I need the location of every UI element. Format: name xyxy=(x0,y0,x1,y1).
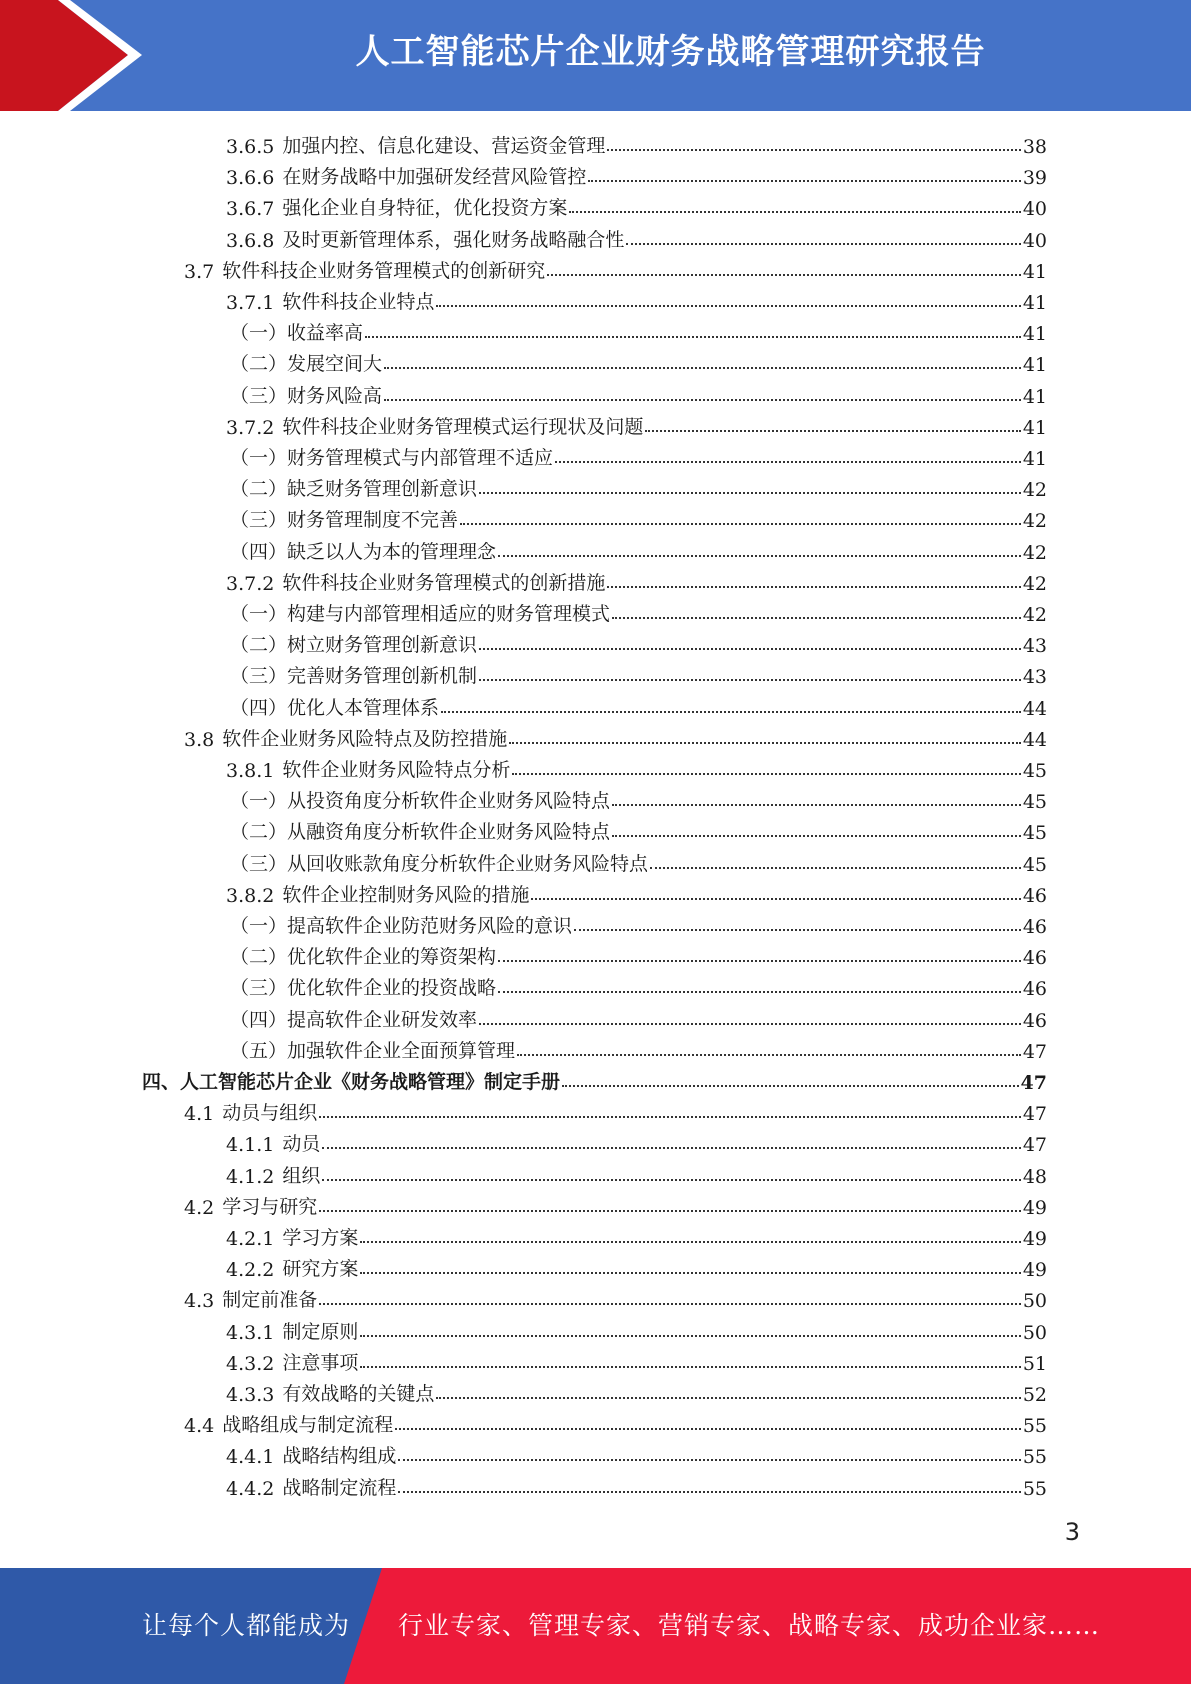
toc-entry-title: 及时更新管理体系，强化财务战略融合性 xyxy=(282,228,625,251)
toc-dot-leader xyxy=(612,835,1021,837)
toc-dot-leader xyxy=(612,617,1021,619)
toc-dot-leader xyxy=(360,1335,1020,1337)
toc-entry-number: 4.4.2 xyxy=(226,1477,275,1500)
toc-entry-page: 45 xyxy=(1022,760,1047,782)
toc-entry-title: （一）从投资角度分析软件企业财务风险特点 xyxy=(230,790,611,813)
footer-slogan-left: 让每个人都能成为 xyxy=(142,1611,351,1640)
toc-entry-page: 46 xyxy=(1022,884,1047,907)
toc-entry-number: 4.1.2 xyxy=(226,1165,275,1188)
toc-entry-number: 3.8 xyxy=(184,728,215,751)
toc-entry[interactable] xyxy=(230,533,1047,564)
toc-entry-title: 软件科技企业特点 xyxy=(282,291,435,313)
toc-entry-page: 39 xyxy=(1022,167,1047,190)
toc-entry-page: 44 xyxy=(1022,728,1047,751)
toc-entry-page: 48 xyxy=(1022,1165,1047,1188)
toc-dot-leader xyxy=(498,960,1021,962)
toc-entry-number: 3.7.2 xyxy=(226,416,275,439)
toc-entry-page: 51 xyxy=(1022,1352,1047,1375)
toc-entry-title: （二）优化软件企业的筹资架构 xyxy=(230,946,497,969)
toc-entry-number: 4.1 xyxy=(184,1103,215,1126)
toc-entry-page: 41 xyxy=(1022,385,1047,408)
toc-entry-page: 41 xyxy=(1022,292,1047,314)
toc-entry-page: 46 xyxy=(1022,947,1047,970)
toc-entry[interactable] xyxy=(230,377,1047,408)
toc-entry-number: 3.8.1 xyxy=(226,760,275,782)
toc-entry-page: 42 xyxy=(1022,604,1047,626)
toc-entry[interactable] xyxy=(226,876,1047,907)
toc-entry-title: 制定前准备 xyxy=(222,1289,318,1312)
toc-dot-leader xyxy=(612,804,1021,806)
page-number: 3 xyxy=(1064,1518,1080,1546)
toc-entry-title: （三）优化软件企业的投资战略 xyxy=(230,977,497,1000)
toc-entry-number: 4.4.1 xyxy=(226,1446,275,1469)
toc-entry-title: （五）加强软件企业全面预算管理 xyxy=(230,1039,516,1062)
toc-entry-title: 注意事项 xyxy=(282,1351,359,1374)
toc-dot-leader xyxy=(395,1428,1021,1430)
toc-entry-number: 3.7 xyxy=(184,260,215,283)
toc-entry-page: 50 xyxy=(1022,1290,1047,1313)
toc-entry-title: 加强内控、信息化建设、营运资金管理 xyxy=(282,135,606,157)
toc-entry[interactable] xyxy=(230,907,1047,938)
toc-entry[interactable] xyxy=(226,1437,1047,1468)
toc-entry[interactable] xyxy=(230,1032,1047,1063)
header-arrow-decoration xyxy=(0,0,170,111)
toc-dot-leader xyxy=(555,461,1021,463)
toc-dot-leader xyxy=(498,555,1021,557)
toc-entry-title: （一）提高软件企业防范财务风险的意识 xyxy=(230,915,573,937)
toc-entry-page: 45 xyxy=(1022,853,1047,876)
toc-entry-page: 43 xyxy=(1022,666,1047,689)
toc-entry[interactable] xyxy=(230,813,1047,844)
toc-entry-title: 软件科技企业财务管理模式的创新研究 xyxy=(222,259,546,282)
toc-entry-title: 战略组成与制定流程 xyxy=(222,1414,394,1437)
toc-dot-leader xyxy=(645,430,1020,432)
toc-entry-title: 软件科技企业财务管理模式运行现状及问题 xyxy=(282,415,644,438)
toc-entry-title: （三）完善财务管理创新机制 xyxy=(230,665,478,688)
toc-entry[interactable] xyxy=(226,158,1047,189)
report-title: 人工智能芯片企业财务战略管理研究报告 xyxy=(355,32,986,72)
toc-entry-page: 47 xyxy=(1020,1072,1047,1094)
toc-entry-number: 4.3.1 xyxy=(226,1321,275,1344)
toc-entry-page: 40 xyxy=(1022,198,1047,221)
toc-dot-leader xyxy=(562,1085,1019,1087)
toc-entry[interactable] xyxy=(226,751,1047,782)
toc-dot-leader xyxy=(607,586,1020,588)
toc-entry[interactable] xyxy=(226,127,1047,158)
toc-dot-leader xyxy=(322,1147,1020,1149)
toc-entry-number: 4.3 xyxy=(184,1290,215,1313)
toc-entry-title: 软件企业财务风险特点及防控措施 xyxy=(222,727,508,750)
toc-entry[interactable] xyxy=(226,564,1047,595)
toc-entry-page: 45 xyxy=(1022,791,1047,814)
toc-entry-page: 41 xyxy=(1022,260,1047,283)
toc-entry-title: （一）财务管理模式与内部管理不适应 xyxy=(230,447,554,469)
toc-dot-leader xyxy=(319,1210,1021,1212)
toc-entry-page: 42 xyxy=(1022,541,1047,564)
toc-entry-number: 4.2 xyxy=(184,1196,215,1219)
toc-entry[interactable] xyxy=(184,720,1047,751)
toc-entry-page: 49 xyxy=(1022,1196,1047,1219)
toc-entry-number: 3.6.7 xyxy=(226,198,275,221)
toc-entry-title: （二）树立财务管理创新意识 xyxy=(230,634,478,657)
toc-entry[interactable] xyxy=(230,501,1047,532)
toc-dot-leader xyxy=(479,1023,1021,1025)
toc-entry-title: （一）收益率高 xyxy=(230,322,364,345)
toc-dot-leader xyxy=(384,399,1021,401)
toc-entry-page: 45 xyxy=(1022,822,1047,845)
toc-entry-page: 50 xyxy=(1022,1321,1047,1344)
toc-dot-leader xyxy=(498,991,1021,993)
toc-entry[interactable] xyxy=(184,1406,1047,1437)
toc-entry-title: 四、人工智能芯片企业《财务战略管理》制定手册 xyxy=(142,1071,561,1093)
toc-entry-title: （三）从回收账款角度分析软件企业财务风险特点 xyxy=(230,852,649,875)
toc-entry-page: 46 xyxy=(1022,1009,1047,1032)
toc-entry-page: 46 xyxy=(1022,916,1047,938)
toc-entry-number: 3.6.6 xyxy=(226,167,275,190)
toc-entry-title: 软件企业控制财务风险的措施 xyxy=(282,883,530,906)
toc-entry-page: 47 xyxy=(1022,1134,1047,1157)
toc-entry[interactable] xyxy=(226,1250,1047,1281)
toc-dot-leader xyxy=(569,211,1020,213)
toc-dot-leader xyxy=(517,1054,1021,1056)
toc-entry-title: 动员与组织 xyxy=(222,1102,318,1125)
toc-entry-page: 49 xyxy=(1022,1259,1047,1282)
toc-entry[interactable] xyxy=(230,626,1047,657)
toc-dot-leader xyxy=(398,1459,1020,1461)
toc-entry-title: （四）优化人本管理体系 xyxy=(230,696,440,719)
toc-entry[interactable] xyxy=(226,221,1047,252)
toc-entry-number: 4.2.2 xyxy=(226,1259,275,1282)
toc-dot-leader xyxy=(479,492,1021,494)
toc-entry-page: 55 xyxy=(1022,1446,1047,1469)
toc-entry[interactable] xyxy=(230,969,1047,1000)
toc-entry-number: 3.7.1 xyxy=(226,292,275,314)
toc-entry-number: 4.3.3 xyxy=(226,1384,275,1406)
toc-dot-leader xyxy=(360,1241,1020,1243)
toc-entry[interactable] xyxy=(226,1313,1047,1344)
toc-entry-title: 学习方案 xyxy=(282,1227,359,1249)
toc-dot-leader xyxy=(365,336,1021,338)
toc-entry[interactable] xyxy=(230,845,1047,876)
toc-dot-leader xyxy=(574,929,1021,931)
toc-entry[interactable] xyxy=(230,689,1047,720)
toc-entry[interactable] xyxy=(226,1125,1047,1156)
toc-dot-leader xyxy=(322,1179,1020,1181)
toc-entry-page: 47 xyxy=(1022,1103,1047,1126)
toc-entry-page: 42 xyxy=(1022,479,1047,502)
toc-entry-title: 战略结构组成 xyxy=(282,1445,397,1468)
toc-entry[interactable] xyxy=(226,408,1047,439)
toc-entry-page: 42 xyxy=(1022,510,1047,533)
toc-entry-title: 强化企业自身特征，优化投资方案 xyxy=(282,197,568,220)
toc-entry[interactable] xyxy=(230,470,1047,501)
toc-entry-title: 组织 xyxy=(282,1164,321,1187)
toc-dot-leader xyxy=(650,867,1021,869)
toc-dot-leader xyxy=(588,180,1020,182)
toc-entry-title: 制定原则 xyxy=(282,1320,359,1343)
toc-entry[interactable] xyxy=(230,782,1047,813)
toc-entry-page: 38 xyxy=(1022,136,1047,158)
toc-dot-leader xyxy=(360,1366,1020,1368)
toc-dot-leader xyxy=(479,648,1021,650)
toc-entry-title: 在财务战略中加强研发经营风险管控 xyxy=(282,166,587,189)
toc-entry-number: 4.1.1 xyxy=(226,1134,275,1157)
toc-entry-page: 47 xyxy=(1022,1040,1047,1063)
toc-dot-leader xyxy=(384,367,1021,369)
toc-entry-title: 动员 xyxy=(282,1133,321,1156)
toc-entry-page: 41 xyxy=(1022,416,1047,439)
toc-entry-number: 4.2.1 xyxy=(226,1228,275,1250)
toc-entry[interactable] xyxy=(226,1469,1047,1500)
toc-entry-number: 3.8.2 xyxy=(226,884,275,907)
toc-dot-leader xyxy=(512,773,1020,775)
toc-dot-leader xyxy=(531,898,1020,900)
toc-entry-title: （四）缺乏以人为本的管理理念 xyxy=(230,540,497,563)
toc-entry-page: 44 xyxy=(1022,697,1047,720)
toc-entry-title: （三）财务管理制度不完善 xyxy=(230,509,459,532)
toc-entry-page: 46 xyxy=(1022,978,1047,1001)
toc-dot-leader xyxy=(607,149,1020,151)
toc-entry-page: 49 xyxy=(1022,1228,1047,1250)
toc-entry[interactable] xyxy=(226,1157,1047,1188)
footer-slogan-right: 行业专家、管理专家、营销专家、战略专家、成功企业家…… xyxy=(398,1611,1101,1640)
toc-entry-page: 42 xyxy=(1022,572,1047,595)
toc-entry-title: （二）发展空间大 xyxy=(230,353,383,376)
toc-dot-leader xyxy=(547,274,1021,276)
toc-dot-leader xyxy=(460,523,1021,525)
toc-dot-leader xyxy=(319,1116,1021,1118)
toc-entry[interactable] xyxy=(142,1063,1047,1094)
toc-entry-page: 41 xyxy=(1022,323,1047,346)
toc-entry-title: 有效战略的关键点 xyxy=(282,1383,435,1405)
toc-entry-number: 3.7.2 xyxy=(226,572,275,595)
toc-dot-leader xyxy=(626,243,1020,245)
toc-entry-page: 52 xyxy=(1022,1384,1047,1406)
toc-entry-title: （三）财务风险高 xyxy=(230,384,383,407)
toc-entry[interactable] xyxy=(230,938,1047,969)
toc-dot-leader xyxy=(479,679,1021,681)
toc-entry-title: 战略制定流程 xyxy=(282,1476,397,1499)
toc-entry-page: 55 xyxy=(1022,1415,1047,1438)
toc-entry[interactable] xyxy=(230,314,1047,345)
toc-entry[interactable] xyxy=(226,1344,1047,1375)
toc-entry-title: （二）从融资角度分析软件企业财务风险特点 xyxy=(230,821,611,844)
toc-entry-title: 研究方案 xyxy=(282,1258,359,1281)
toc-entry[interactable] xyxy=(184,1094,1047,1125)
toc-entry-title: （二）缺乏财务管理创新意识 xyxy=(230,478,478,501)
toc-entry-title: 软件企业财务风险特点分析 xyxy=(282,759,511,781)
toc-entry[interactable] xyxy=(226,1375,1047,1406)
toc-dot-leader xyxy=(360,1272,1020,1274)
toc-entry[interactable] xyxy=(230,657,1047,688)
toc-dot-leader xyxy=(398,1491,1020,1493)
toc-entry-title: （四）提高软件企业研发效率 xyxy=(230,1008,478,1031)
toc-dot-leader xyxy=(441,711,1021,713)
toc-dot-leader xyxy=(509,742,1021,744)
toc-dot-leader xyxy=(319,1303,1021,1305)
toc-dot-leader xyxy=(436,305,1020,307)
toc-dot-leader xyxy=(436,1397,1020,1399)
toc-entry-title: 软件科技企业财务管理模式的创新措施 xyxy=(282,571,606,594)
toc-entry[interactable] xyxy=(226,1219,1047,1250)
toc-entry-page: 55 xyxy=(1022,1477,1047,1500)
toc-entry-title: 学习与研究 xyxy=(222,1195,318,1218)
toc-entry[interactable] xyxy=(230,595,1047,626)
toc-entry-title: （一）构建与内部管理相适应的财务管理模式 xyxy=(230,603,611,625)
toc-entry-number: 4.3.2 xyxy=(226,1352,275,1375)
page-header xyxy=(0,0,1191,111)
toc-entry-page: 41 xyxy=(1022,354,1047,377)
toc-entry[interactable] xyxy=(226,283,1047,314)
toc-entry-number: 4.4 xyxy=(184,1415,215,1438)
toc-entry[interactable] xyxy=(226,189,1047,220)
toc-entry-page: 40 xyxy=(1022,229,1047,252)
toc-entry-page: 41 xyxy=(1022,448,1047,470)
toc-entry[interactable] xyxy=(184,252,1047,283)
toc-entry-number: 3.6.5 xyxy=(226,136,275,158)
toc-entry-page: 43 xyxy=(1022,635,1047,658)
toc-entry[interactable] xyxy=(230,345,1047,376)
toc-entry[interactable] xyxy=(230,1001,1047,1032)
page-footer xyxy=(0,1568,1191,1684)
toc-entry[interactable] xyxy=(230,439,1047,470)
toc-entry[interactable] xyxy=(184,1188,1047,1219)
toc-entry-number: 3.6.8 xyxy=(226,229,275,252)
toc-entry[interactable] xyxy=(184,1281,1047,1312)
